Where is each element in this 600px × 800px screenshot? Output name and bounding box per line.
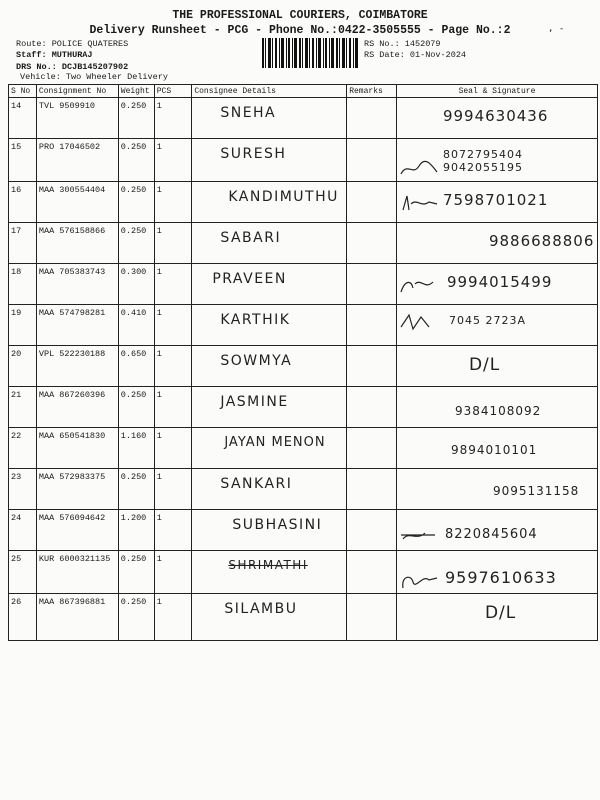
cell-weight: 0.250 [118,386,154,427]
receiver-phone: 9994015499 [446,272,553,291]
cell-weight: 0.250 [118,222,154,263]
table-row [9,304,598,345]
runsheet-table [8,84,598,641]
cell-pcs: 1 [154,181,192,222]
cell-weight: 0.250 [118,550,154,593]
cell-consignee [192,386,347,427]
signature-scribble [399,572,439,590]
table-row [9,139,598,182]
table-row [9,427,598,468]
table-row [9,468,598,509]
cell-signature [396,386,597,427]
receiver-phone: D/L [468,354,501,375]
cell-remarks [347,468,397,509]
cell-sno: 20 [9,345,37,386]
cell-consignee [192,550,347,593]
cell-signature [396,98,597,139]
cell-signature [396,550,597,593]
consignee-name: SURESH [220,146,287,162]
consignee-name: PRAVEEN [212,270,287,287]
corner-marks: , - [548,24,565,34]
cell-sno: 19 [9,304,37,345]
receiver-phone: 9994630436 [442,107,549,125]
cell-consignment: MAA 576094642 [36,509,118,550]
cell-consignment: KUR 6000321135 [36,550,118,593]
cell-remarks [347,550,397,593]
cell-remarks [347,345,397,386]
cell-remarks [347,427,397,468]
cell-weight: 0.410 [118,304,154,345]
table-row [9,181,598,222]
cell-sno: 26 [9,593,37,640]
runsheet-subtitle: Delivery Runsheet - PCG - Phone No.:0422-3505555 - Page No.:2 [89,24,511,37]
cell-signature [396,427,597,468]
cell-signature [396,593,597,640]
cell-consignee [192,468,347,509]
cell-sno: 15 [9,139,37,182]
cell-signature [396,304,597,345]
cell-sno: 16 [9,181,37,222]
receiver-phone: D/L [484,602,517,623]
receiver-phone: 7045 2723A [448,313,526,327]
cell-sno: 24 [9,509,37,550]
receiver-phone: 7598701021 [442,190,549,209]
drs-number: DRS No.: DCJB145207902 [16,62,129,72]
table-row [9,263,598,304]
receiver-phone: 8220845604 [444,526,538,542]
cell-consignment: MAA 705383743 [36,263,118,304]
cell-weight: 0.250 [118,181,154,222]
consignee-name: KANDIMUTHU [228,188,339,205]
cell-pcs: 1 [154,222,192,263]
cell-consignee [192,181,347,222]
cell-consignment: MAA 572983375 [36,468,118,509]
signature-scribble [399,313,439,331]
signature-scribble [399,160,439,178]
cell-remarks [347,222,397,263]
cell-consignee [192,593,347,640]
consignee-name: SNEHA [220,105,277,121]
cell-weight: 0.250 [118,98,154,139]
cell-consignee [192,304,347,345]
cell-consignee [192,263,347,304]
consignee-name: JAYAN MENON [224,434,326,450]
cell-pcs: 1 [154,509,192,550]
table-row [9,98,598,139]
cell-pcs: 1 [154,139,192,182]
staff-label: Staff: MUTHURAJ [16,50,93,60]
consignee-name: SHRIMATHI [228,557,308,572]
col-header-consignment: Consignment No [36,85,118,98]
cell-consignment: TVL 9509910 [36,98,118,139]
receiver-phone: 9384108092 [454,403,542,418]
table-row [9,509,598,550]
col-header-sno: S No [9,85,37,98]
cell-sno: 23 [9,468,37,509]
cell-weight: 0.250 [118,468,154,509]
cell-consignee [192,509,347,550]
table-row [9,222,598,263]
signature-scribble [399,276,439,294]
cell-pcs: 1 [154,468,192,509]
cell-pcs: 1 [154,263,192,304]
cell-weight: 0.650 [118,345,154,386]
cell-signature [396,345,597,386]
cell-sno: 21 [9,386,37,427]
cell-signature [396,263,597,304]
cell-consignee [192,98,347,139]
cell-weight: 0.250 [118,593,154,640]
table-row [9,593,598,640]
cell-pcs: 1 [154,593,192,640]
table-row [9,345,598,386]
cell-pcs: 1 [154,550,192,593]
cell-weight: 0.250 [118,139,154,182]
cell-consignment: MAA 574798281 [36,304,118,345]
cell-consignment: MAA 300554404 [36,181,118,222]
cell-remarks [347,304,397,345]
rs-date: RS Date: 01-Nov-2024 [364,50,467,60]
cell-sno: 22 [9,427,37,468]
cell-pcs: 1 [154,345,192,386]
cell-signature [396,222,597,263]
col-header-remarks: Remarks [347,85,397,98]
consignee-name: SILAMBU [224,600,298,617]
cell-consignee [192,345,347,386]
consignee-name: JASMINE [220,393,289,410]
cell-sno: 14 [9,98,37,139]
cell-pcs: 1 [154,386,192,427]
cell-remarks [347,593,397,640]
rs-number: RS No.: 1452079 [364,39,441,49]
cell-sno: 25 [9,550,37,593]
vehicle-label: Vehicle: Two Wheeler Delivery [20,72,168,82]
route-label: Route: POLICE QUATERES [16,39,129,49]
cell-remarks [347,263,397,304]
cell-remarks [347,509,397,550]
cell-signature [396,139,597,182]
table-header-row [9,85,598,98]
cell-consignment: PRO 17046502 [36,139,118,182]
cell-remarks [347,139,397,182]
table-row [9,386,598,427]
cell-signature [396,181,597,222]
receiver-phone: 8072795404 9042055195 [442,148,523,174]
consignee-name: SOWMYA [220,352,293,369]
cell-weight: 1.200 [118,509,154,550]
consignee-name: KARTHIK [220,311,291,328]
cell-consignment: VPL 522230188 [36,345,118,386]
signature-scribble [399,527,439,545]
cell-remarks [347,98,397,139]
cell-sno: 18 [9,263,37,304]
cell-consignment: MAA 650541830 [36,427,118,468]
cell-weight: 1.160 [118,427,154,468]
cell-consignment: MAA 867396881 [36,593,118,640]
runsheet-title: THE PROFESSIONAL COURIERS, COIMBATORE [172,9,428,22]
cell-consignee [192,139,347,182]
cell-pcs: 1 [154,98,192,139]
cell-consignment: MAA 576158866 [36,222,118,263]
consignee-name: SUBHASINI [232,516,323,533]
receiver-phone: 9095131158 [492,483,580,498]
signature-scribble [399,194,439,212]
receiver-phone: 9597610633 [444,567,557,587]
col-header-weight: Weight [118,85,154,98]
cell-pcs: 1 [154,427,192,468]
cell-weight: 0.300 [118,263,154,304]
cell-sno: 17 [9,222,37,263]
barcode [262,38,358,68]
col-header-pcs: PCS [154,85,192,98]
table-row [9,550,598,593]
consignee-name: SABARI [220,229,282,246]
cell-consignment: MAA 867260396 [36,386,118,427]
receiver-phone: 9894010101 [450,442,538,457]
cell-signature [396,509,597,550]
cell-signature [396,468,597,509]
cell-remarks [347,386,397,427]
col-header-consignee: Consignee Details [192,85,347,98]
cell-consignee [192,427,347,468]
col-header-signature: Seal & Signature [396,85,597,98]
receiver-phone: 9886688806 [488,231,595,250]
consignee-name: SANKARI [220,475,293,492]
cell-remarks [347,181,397,222]
cell-consignee [192,222,347,263]
cell-pcs: 1 [154,304,192,345]
